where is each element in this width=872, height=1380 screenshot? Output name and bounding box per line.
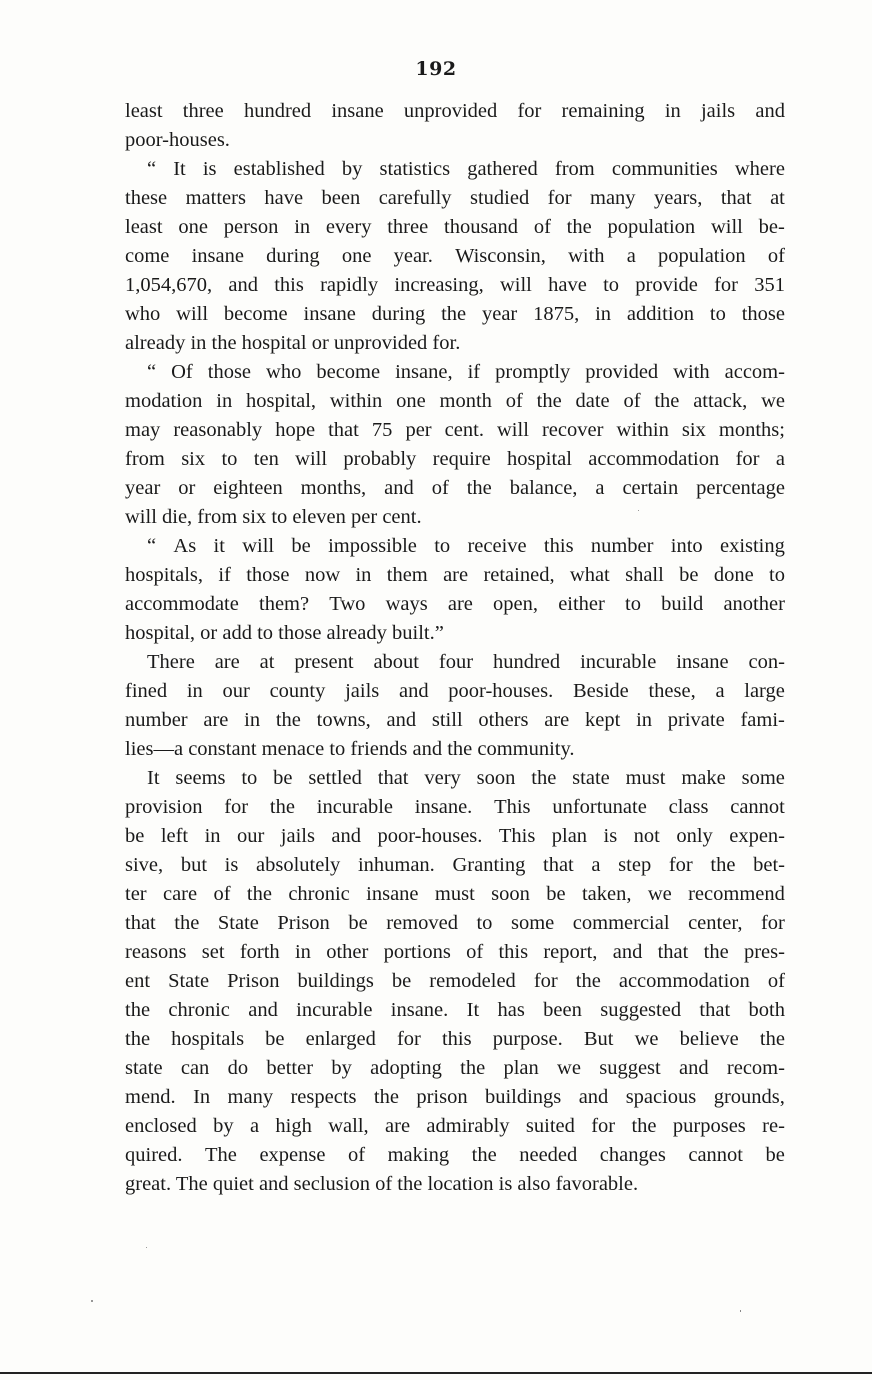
text-line: “ As it will be impossible to receive this number into existing	[147, 535, 785, 557]
text-line: provision for the incurable insane. This unfortunate class cannot	[125, 796, 785, 818]
text-line: the hospitals be enlarged for this purpose. But we believe the	[125, 1028, 785, 1050]
text-line: number are in the towns, and still others are kept in private fami-	[125, 709, 785, 731]
text-line: sive, but is absolutely inhuman. Granting that a step for the bet-	[125, 854, 785, 876]
text-line: “ It is established by statistics gathered from communities where	[147, 158, 785, 180]
text-line: ent State Prison buildings be remodeled for the accommodation of	[125, 970, 785, 992]
text-line: year or eighteen months, and of the balance, a certain percentage	[125, 477, 785, 499]
text-line: accommodate them? Two ways are open, either to build another	[125, 593, 785, 615]
text-line: modation in hospital, within one month of the date of the attack, we	[125, 390, 785, 412]
text-line: least one person in every three thousand of the population will be-	[125, 216, 785, 238]
scan-speck	[740, 1310, 741, 1312]
paragraph-recovery-quote	[125, 358, 785, 532]
scan-speck	[638, 510, 639, 511]
text-line: from six to ten will probably require hospital accommodation for a	[125, 448, 785, 470]
text-line: lies—a constant menace to friends and the community.	[125, 738, 575, 760]
text-line: poor-houses.	[125, 129, 230, 151]
text-line: “ Of those who become insane, if promptly provided with accom-	[147, 361, 785, 383]
text-line: ter care of the chronic insane must soon be taken, we recommend	[125, 883, 785, 905]
text-line: quired. The expense of making the needed changes cannot be	[125, 1144, 785, 1166]
text-line: these matters have been carefully studied for many years, that at	[125, 187, 785, 209]
text-line: that the State Prison be removed to some commercial center, for	[125, 912, 785, 934]
paragraph-continuation	[125, 97, 785, 155]
text-line: It seems to be settled that very soon the state must make some	[147, 767, 785, 789]
text-line: least three hundred insane unprovided for remaining in jails and	[125, 100, 785, 122]
paragraph-incurable-count	[125, 648, 785, 764]
text-line: mend. In many respects the prison buildings and spacious grounds,	[125, 1086, 785, 1108]
text-line: 1,054,670, and this rapidly increasing, will have to provide for 351	[125, 274, 785, 296]
text-line: who will become insane during the year 1875, in addition to those	[125, 303, 785, 325]
text-line: hospital, or add to those already built.”	[125, 622, 444, 644]
scan-speck	[91, 1300, 93, 1302]
text-line: reasons set forth in other portions of this report, and that the pres-	[125, 941, 785, 963]
text-line: will die, from six to eleven per cent.	[125, 506, 422, 528]
scan-speck	[146, 1247, 147, 1248]
text-line: already in the hospital or unprovided for.	[125, 332, 461, 354]
paragraph-recommendation	[125, 764, 785, 1199]
paragraph-statistics-quote	[125, 155, 785, 358]
text-line: may reasonably hope that 75 per cent. will recover within six months;	[125, 419, 785, 441]
paragraph-accommodation-quote	[125, 532, 785, 648]
text-line: great. The quiet and seclusion of the location is also favorable.	[125, 1173, 639, 1195]
page-number: 192	[415, 58, 457, 80]
text-line: hospitals, if those now in them are retained, what shall be done to	[125, 564, 785, 586]
bottom-rule	[0, 1372, 872, 1374]
text-line: enclosed by a high wall, are admirably suited for the purposes re-	[125, 1115, 785, 1137]
text-line: the chronic and incurable insane. It has been suggested that both	[125, 999, 785, 1021]
text-line: state can do better by adopting the plan we suggest and recom-	[125, 1057, 785, 1079]
text-line: come insane during one year. Wisconsin, with a population of	[125, 245, 785, 267]
text-line: There are at present about four hundred incurable insane con-	[147, 651, 785, 673]
text-line: fined in our county jails and poor-houses. Beside these, a large	[125, 680, 785, 702]
body-text	[125, 97, 785, 1199]
text-line: be left in our jails and poor-houses. This plan is not only expen-	[125, 825, 785, 847]
